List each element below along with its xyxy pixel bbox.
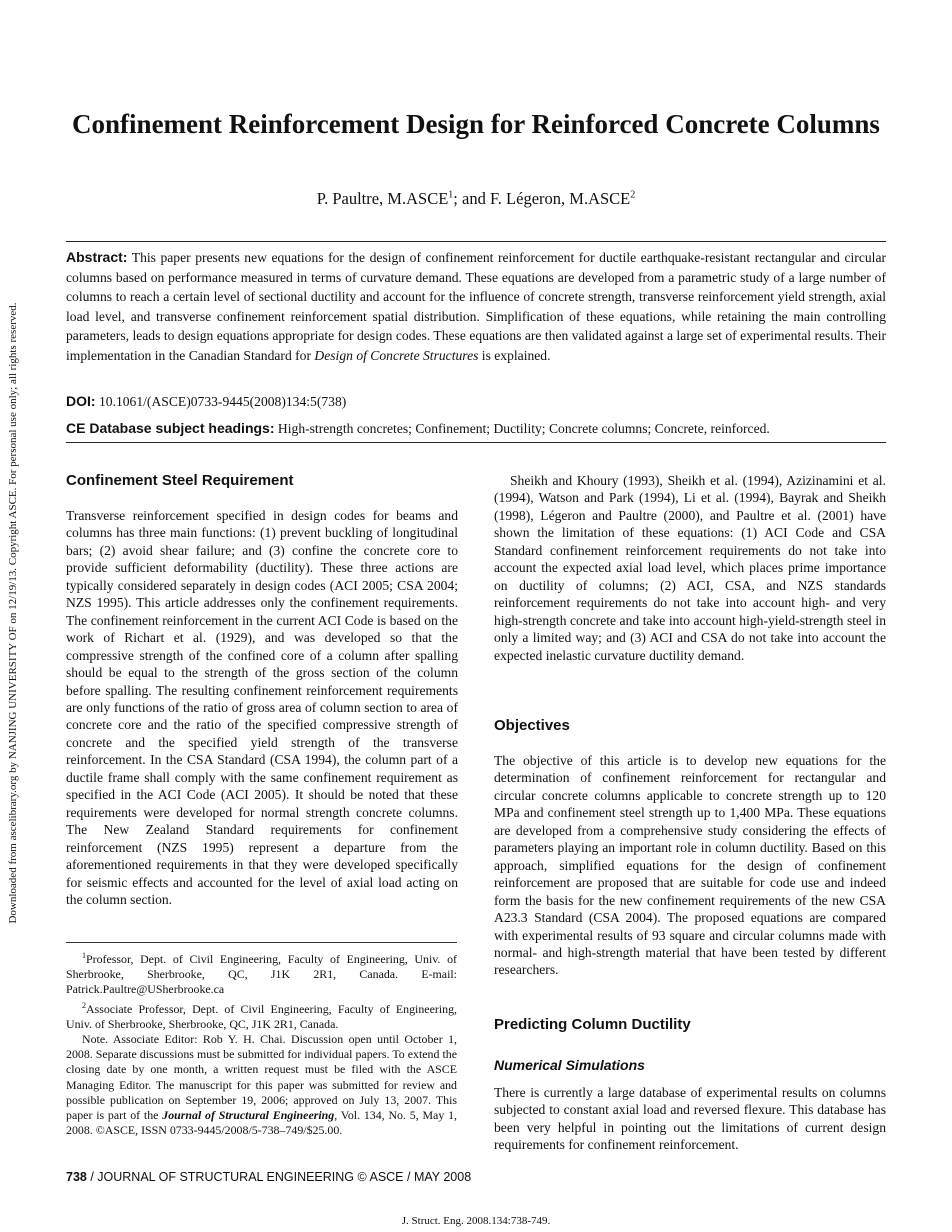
- abstract-standard-title: Design of Concrete Structures: [314, 347, 479, 363]
- subsection-heading-simulations: Numerical Simulations: [494, 1057, 645, 1073]
- doi-line: [66, 392, 886, 411]
- subject-headings-value: High-strength concretes; Confinement; Ductility; Concrete columns; Concrete, reinforced.: [277, 421, 770, 436]
- author-2-marker: 2: [630, 189, 636, 201]
- abstract-rule: [66, 442, 886, 443]
- footnote-2-marker: 2: [82, 1000, 86, 1010]
- abstract-text: This paper presents new equations for the design of confinement reinforcement for ductile earthquake-resistant rectangular and circular columns based on performance measured in terms of curvature demand. These equations are developed from a parametric study of a large number of columns to reach a certain level of sectional ductility and account for the influence of concrete strength, transverse reinforcement yield strength, axial load level, and transverse confinement reinforcement spatial distribution. Simplification of these equations, while retaining the main controlling parameters, leads to design equations appropriate for design codes. These equations are then validated against a large set of experimental results. Their implementation in the Canadian Standard for: [66, 250, 886, 363]
- page-footer: [66, 1170, 471, 1184]
- citation-line: J. Struct. Eng. 2008.134:738-749.: [401, 1215, 551, 1227]
- footnote-2: [66, 998, 457, 1032]
- paragraph: The objective of this article is to develop new equations for the determination of confinement reinforcement for rectangular and circular concrete columns applicable to concrete strength up to 120 MPa and confinement steel strength up to 1,400 MPa. These equations are developed from a comprehensive study considering the effects of parameters playing an important role in column ductility. Based on this approach, simplified equations for the design of confinement reinforcement are proposed that are suitable for code use and indeed form the basis for the new confinement requirements of the new CSA A23.3 Standard (CSA 2004). The proposed equations are compared with experimental results of 93 square and circular columns made with normal- and high-strength material that have been tested by different researchers.: [494, 753, 886, 978]
- author-1: P. Paultre, M.ASCE: [316, 189, 449, 208]
- paragraph: There is currently a large database of experimental results on columns subjected to constant axial load and reversed flexure. This database has been very helpful in pointing out the limitations of current design requirements for confinement reinforcement.: [494, 1085, 886, 1153]
- editorial-note-end: , Vol. 134, No. 5, May 1, 2008. ©ASCE, ISSN 0733-9445/2008/5-738–749/$25.00.: [66, 1107, 457, 1138]
- footnote-2-text: Associate Professor, Dept. of Civil Engineering, Faculty of Engineering, Univ. of Sherbrooke, Sherbrooke, QC, J1K 2R1, Canada.: [66, 1001, 457, 1031]
- editorial-note-text: Note. Associate Editor: Rob Y. H. Chai. Discussion open until October 1, 2008. Separate discussions must be submitted for individual papers. To extend the closing date by one month, a written request must be filed with the ASCE Managing Editor. The manuscript for this paper was submitted for review and possible publication on September 19, 2006; approved on July 13, 2007. This paper is part of the: [66, 1031, 457, 1122]
- doi-value[interactable]: 10.1061/(ASCE)0733-9445(2008)134:5(738): [98, 394, 347, 409]
- section-heading-objectives: Objectives: [494, 717, 570, 734]
- footnote-1-text: Professor, Dept. of Civil Engineering, Faculty of Engineering, Univ. of Sherbrooke, Sherbrooke, QC, J1K 2R1, Canada. E-mail: Patrick.Paultre@USherbrooke.ca: [66, 951, 457, 997]
- paragraph: Transverse reinforcement specified in design codes for beams and columns has three main functions: (1) prevent buckling of longitudinal bars; (2) avoid shear failure; and (3) confine the concrete core to provide sufficient deformability (ductility). These three actions are typically considered separately in design codes (ACI 2005; CSA 2004; NZS 1995). This article addresses only the confinement requirements. The confinement reinforcement in the current ACI Code is based on the work of Richart et al. (1929), and was developed so that the compressive strength of the confined core of a column after spalling should be equal to the strength of the gross section of the column before spalling. The resulting confinement reinforcement requirements are only functions of the ratio of gross area of column section to area of concrete core and the ratio of the specified compressive strength of concrete and the specified yield strength of the transverse reinforcement. In the CSA Standard (CSA 1994), the column part of a ductile frame shall comply with the same confinement requirement as specified in the ACI Code (ACI 2005). It should be noted that these requirements were developed for normal strength concrete columns. The New Zealand Standard requirements for confinement reinforcement (NZS 1995) represent a departure from the aforementioned requirements in that they were developed specifically for seismic effects and accounted for the level of axial load acting on the column section.: [66, 508, 458, 907]
- paper-title: Confinement Reinforcement Design for Reinforced Concrete Columns: [72, 109, 880, 139]
- paragraph: Sheikh and Khoury (1993), Sheikh et al. (1994), Azizinamini et al. (1994), Watson and Park (1994), Li et al. (1994), Bayrak and Sheikh (1998), Légeron and Paultre (2000), and Paultre et al. (2001) have shown the limitation of these equations: (1) ACI Code and CSA Standard confinement reinforcement requirements do not take into account the expected axial load level, which places prime importance on ductility of columns; (2) ACI, CSA, and NZS standards reinforcement requirements do not take into account high- and very high-strength concrete and take into account high-yield-strength steel in only a limited way; and (3) ACI and CSA do not take into account the expected inelastic curvature ductility demand.: [494, 473, 886, 663]
- editorial-note: [66, 1032, 457, 1138]
- author-2: F. Légeron, M.ASCE: [489, 189, 631, 208]
- right-column-text-3: [494, 1084, 886, 1154]
- author-1-marker: 1: [448, 189, 454, 201]
- journal-footer: / JOURNAL OF STRUCTURAL ENGINEERING © ASCE / MAY 2008: [86, 1170, 472, 1184]
- journal-name: Journal of Structural Engineering: [162, 1107, 335, 1122]
- abstract-text-end: is explained.: [478, 347, 551, 363]
- subject-headings-line: [66, 419, 886, 438]
- footnote-rule: [66, 942, 457, 943]
- author-separator: ; and: [453, 189, 490, 208]
- right-column-text-2: [494, 752, 886, 979]
- abstract: [66, 248, 886, 365]
- section-heading-predicting: Predicting Column Ductility: [494, 1016, 691, 1033]
- abstract-label: Abstract:: [66, 249, 128, 265]
- page-number: 738: [66, 1170, 87, 1184]
- doi-label: DOI:: [66, 393, 96, 409]
- footnote-1-marker: 1: [82, 951, 86, 960]
- download-notice: Downloaded from ascelibrary.org by NANJING UNIVERSITY OF on 12/19/13. Copyright ASCE. For personal use only; all rights reserved.: [7, 302, 19, 924]
- section-heading-confinement: Confinement Steel Requirement: [66, 472, 294, 489]
- subject-headings-label: CE Database subject headings:: [66, 420, 275, 436]
- header-rule: [66, 241, 886, 242]
- left-column-text: [66, 507, 458, 908]
- right-column-text-1: [494, 472, 886, 664]
- footnote-1: [66, 948, 457, 998]
- author-line: [66, 189, 886, 209]
- footnotes: [66, 948, 457, 1138]
